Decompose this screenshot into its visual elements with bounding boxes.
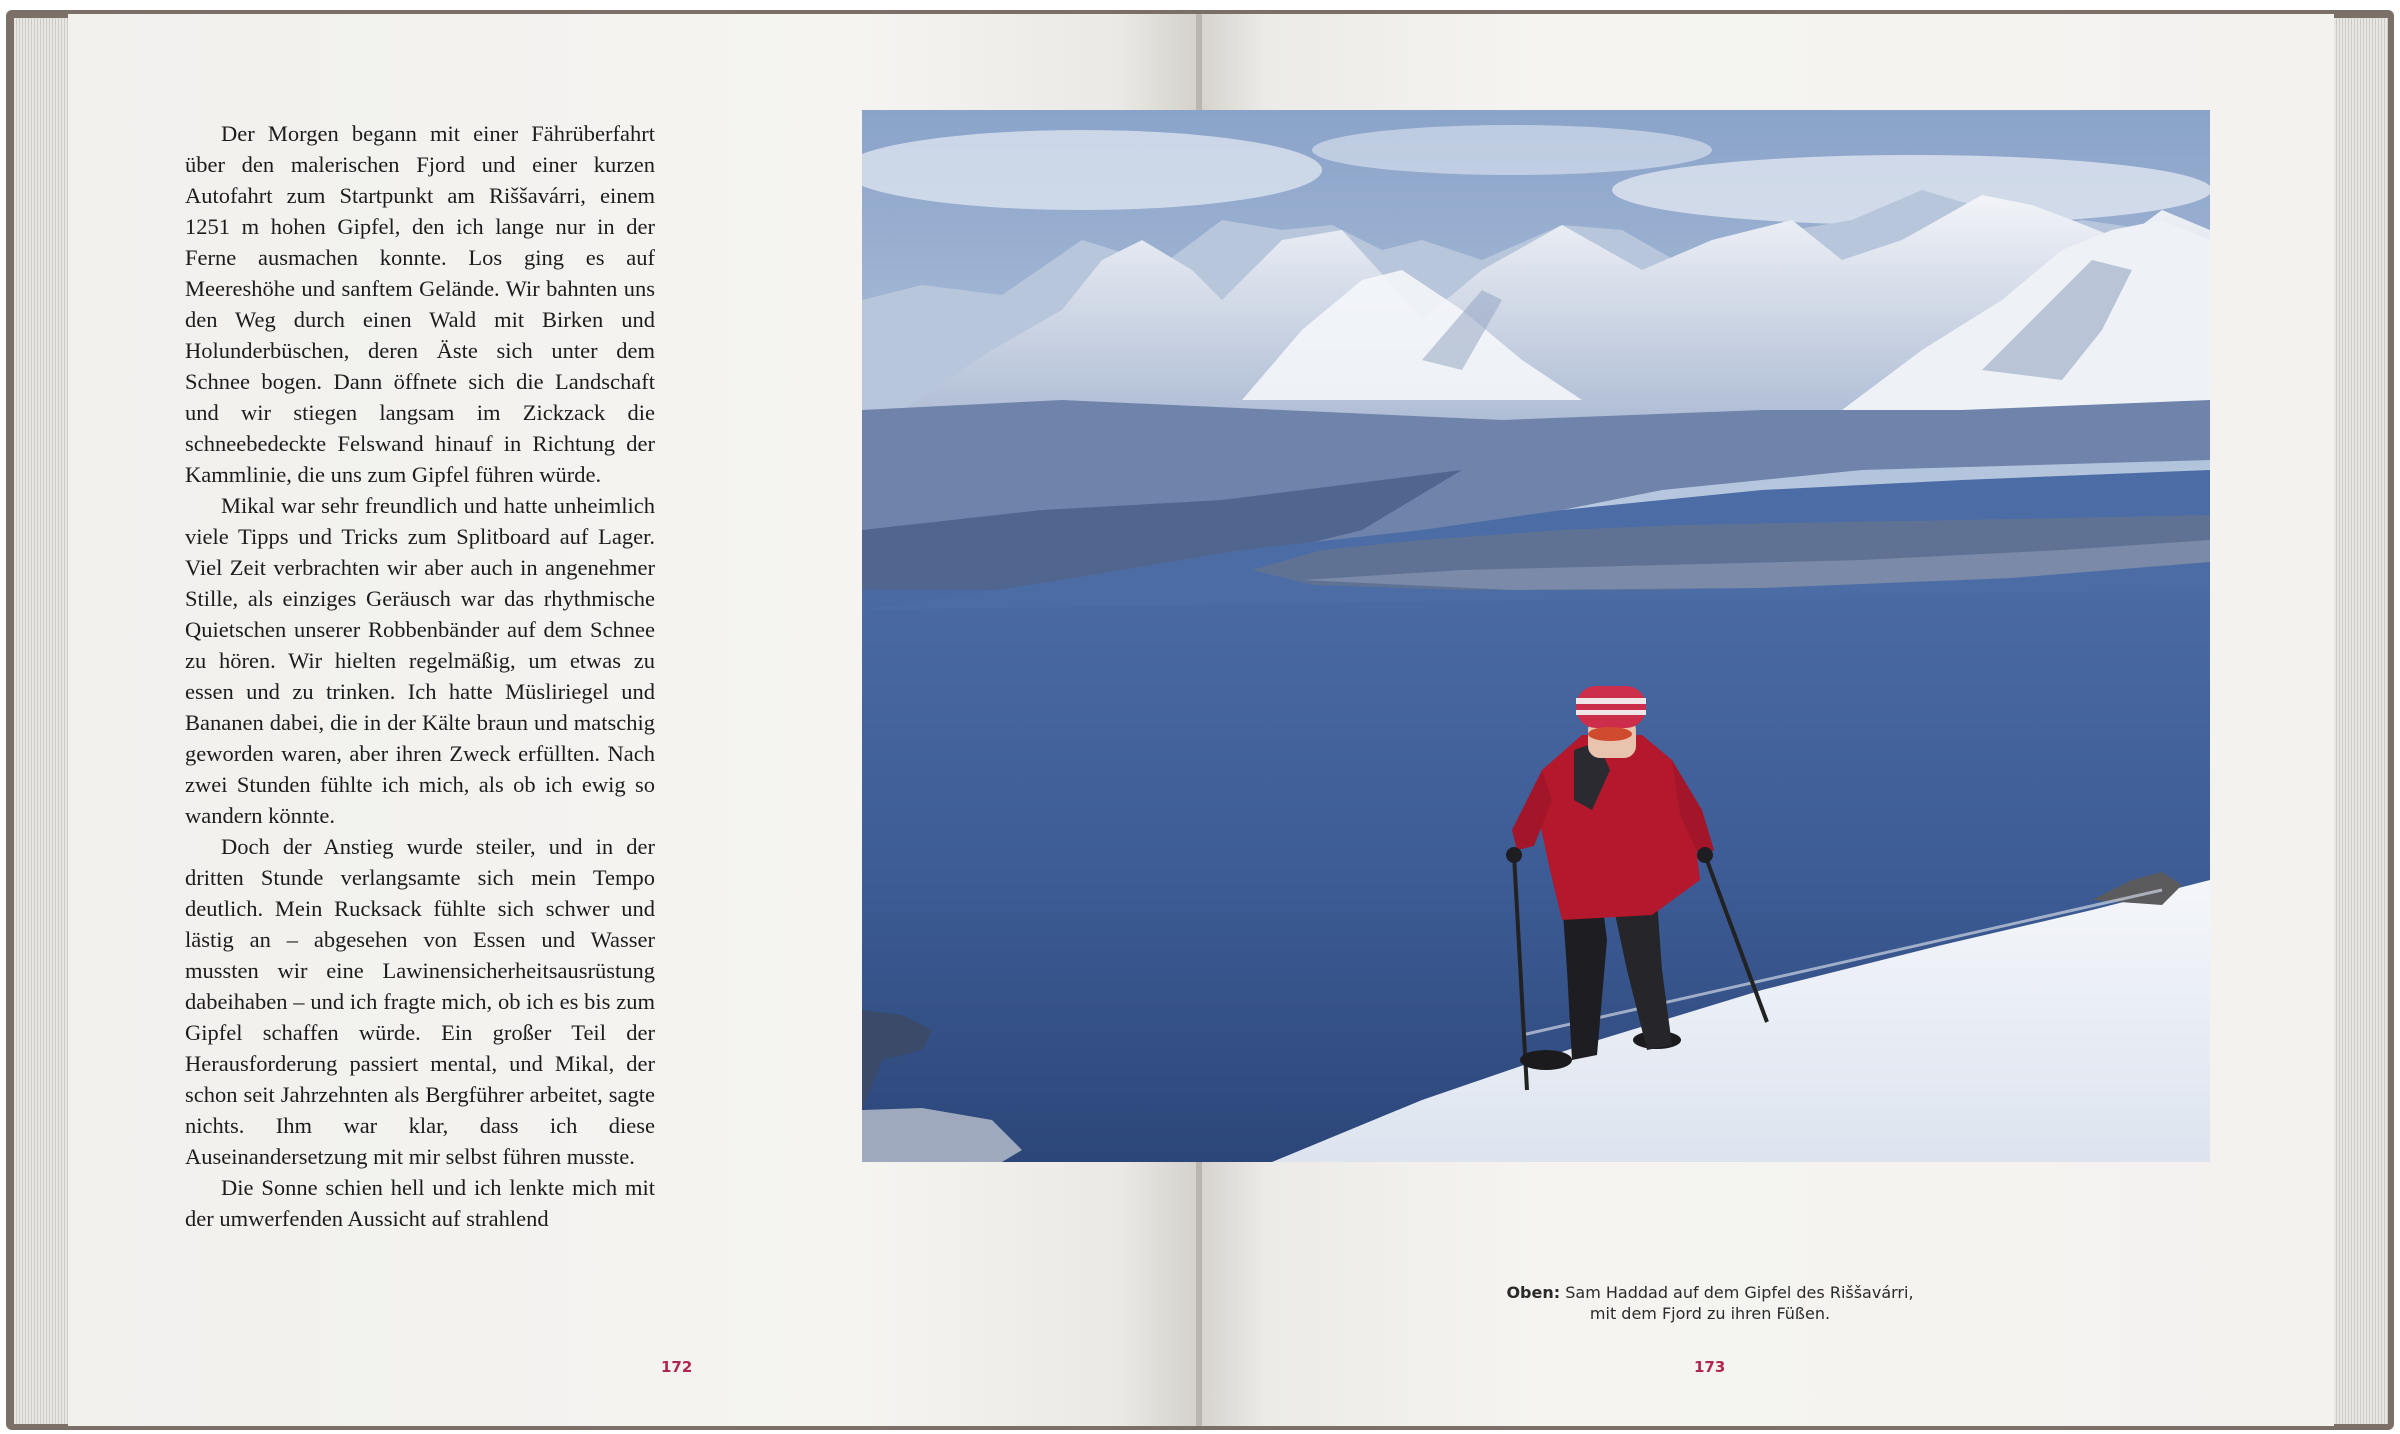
paragraph: Der Morgen begann mit einer Fährüberfahrt über den malerischen Fjord und einer kurzen Autofahrt zum Startpunkt am Riššavárri, einem 1251 m hohen Gipfel, den ich lange nur in der Ferne ausmachen konnte. Los ging es auf Meereshöhe und sanftem Gelände. Wir bahnten uns den Weg durch einen Wald mit Birken und Holunderbüschen, deren Äste sich unter dem Schnee bogen. Dann öffnete sich die Landschaft und wir stiegen langsam im Zickzack die schneebedeckte Felswand hinauf in Richtung der Kammlinie, die uns zum Gipfel führen würde.	[185, 121, 655, 487]
page-number-right: 173	[1694, 1358, 1726, 1376]
body-text	[185, 118, 655, 1234]
caption-first-line	[1400, 1282, 2020, 1303]
photo-caption	[1400, 1282, 2020, 1324]
caption-text-line2: mit dem Fjord zu ihren Füßen.	[1589, 1304, 1831, 1323]
page-number-left: 172	[661, 1358, 693, 1376]
caption-text-line1: Sam Haddad auf dem Gipfel des Riššavárri,	[1560, 1283, 1914, 1302]
page-edges-right	[2328, 18, 2388, 1424]
paragraph: Mikal war sehr freundlich und hatte unheimlich viele Tipps und Tricks zum Splitboard auf Lager. Viel Zeit verbrachten wir aber auch in angenehmer Stille, als einziges Geräusch war das rhythmische Quietschen unserer Robbenbänder auf dem Schnee zu hören. Wir hielten regelmäßig, um etwas zu essen und zu trinken. Ich hatte Müsliriegel und Bananen dabei, die in der Kälte braun und matschig geworden waren, aber ihren Zweck erfüllten. Nach zwei Stunden fühlte ich mich, als ob ich ewig so wandern könnte.	[185, 493, 655, 828]
mountain-photo	[862, 110, 2210, 1162]
paragraph: Die Sonne schien hell und ich lenkte mich mit der umwerfenden Aussicht auf strahlend	[185, 1175, 655, 1231]
page-edges-left	[14, 18, 74, 1424]
caption-lead: Oben:	[1506, 1283, 1561, 1302]
paragraph: Doch der Anstieg wurde steiler, und in der dritten Stunde verlangsamte sich mein Tempo deutlich. Mein Rucksack fühlte sich schwer und lästig an – abgesehen von Essen und Wasser mussten wir eine Lawinensicherheitsausrüstung dabeihaben – und ich fragte mich, ob ich es bis zum Gipfel schaffen würde. Ein großer Teil der Herausforderung passiert mental, und Mikal, der schon seit Jahrzehnten als Bergführer arbeitet, sagte nichts. Ihm war klar, dass ich diese Auseinandersetzung mit mir selbst führen musste.	[185, 834, 655, 1169]
photo-illustration	[862, 110, 2210, 1162]
